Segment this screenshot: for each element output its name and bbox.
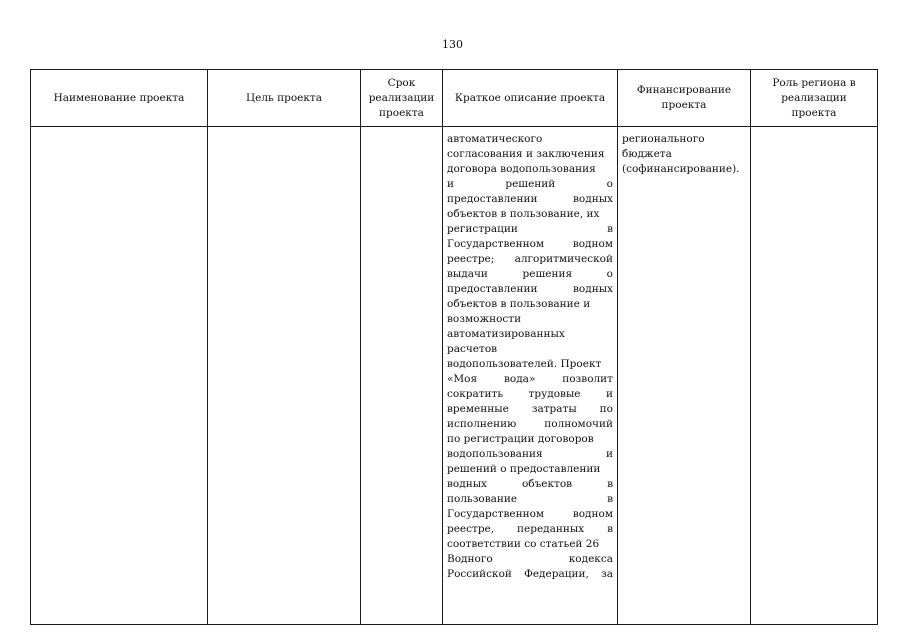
header-label-line: Наименование проекта (53, 91, 185, 104)
header-label-line: Срок (387, 76, 416, 89)
header-label-line: Финансирование (636, 84, 732, 96)
description-word: водных (447, 478, 487, 490)
header-project-description (443, 70, 618, 127)
header-region-role (751, 70, 878, 127)
description-line: объектов в пользование, их (447, 208, 600, 220)
project-table (30, 69, 878, 625)
financing-line: (софинансирование). (622, 163, 740, 175)
description-line (447, 492, 613, 507)
header-project-goal (208, 70, 361, 127)
header-project-financing (618, 70, 751, 127)
description-word: водном (572, 238, 613, 250)
description-word: алгоритмической (514, 253, 613, 265)
description-line (447, 447, 613, 462)
description-line (447, 552, 613, 567)
description-line: автоматического (447, 133, 543, 145)
description-word: объектов (521, 478, 573, 490)
header-label-line: проекта (791, 106, 837, 119)
description-word: Государственном (447, 238, 545, 250)
description-line (447, 222, 613, 237)
description-word: в (607, 523, 613, 535)
header-project-term (361, 70, 443, 127)
description-word: и (605, 388, 613, 400)
description-line (447, 567, 613, 582)
header-project-name (31, 70, 208, 127)
description-line (447, 477, 613, 492)
header-label-line: Роль региона в (772, 76, 856, 89)
cell-project-term (361, 127, 443, 625)
description-word: водном (572, 508, 613, 520)
description-word: кодекса (568, 553, 613, 565)
financing-line: бюджета (622, 148, 672, 160)
header-label-line: проекта (661, 99, 707, 111)
description-word: реестре; (447, 253, 495, 265)
description-word: решения (522, 268, 573, 280)
description-word: Государственном (447, 508, 545, 520)
description-line (447, 252, 613, 267)
header-label-line: Цель проекта (246, 91, 322, 104)
description-line (447, 237, 613, 252)
description-word: в (607, 223, 613, 235)
description-line (447, 522, 613, 537)
cell-project-description (443, 127, 618, 625)
description-word: исполнению (447, 418, 517, 430)
description-word: за (600, 568, 613, 580)
table-row (31, 127, 878, 625)
cell-project-name (31, 127, 208, 625)
description-word: трудовые (528, 388, 581, 400)
description-line (447, 507, 613, 522)
description-line (447, 282, 613, 297)
description-word: регистрации (447, 223, 518, 235)
page-number: 130 (442, 38, 463, 51)
description-word: водных (573, 193, 613, 205)
header-label-line: Краткое описание проекта (454, 91, 606, 104)
description-word: о (606, 178, 613, 190)
description-word: Федерации, (524, 568, 589, 580)
description-line (447, 192, 613, 207)
description-line (447, 402, 613, 417)
description-word: пользование (447, 493, 518, 505)
description-line: расчетов (447, 343, 498, 355)
description-word: и (606, 448, 613, 460)
description-line: решений о предоставлении (447, 463, 601, 475)
description-word: и (447, 178, 454, 190)
description-line: соответствии со статьей 26 (447, 538, 600, 550)
description-word: переданных (517, 523, 585, 535)
cell-region-role (751, 127, 878, 625)
description-line: объектов в пользование и (447, 298, 591, 310)
description-line: водопользователей. Проект (447, 358, 602, 370)
description-word: решений (505, 178, 556, 190)
cell-project-goal (208, 127, 361, 625)
description-word: реестре, (447, 523, 495, 535)
cell-project-financing (618, 127, 751, 625)
description-word: о (606, 268, 613, 280)
description-line (447, 372, 613, 387)
description-line: договора водопользования (447, 163, 596, 175)
financing-line: регионального (622, 133, 705, 145)
header-label-line: проекта (379, 106, 424, 119)
description-word: по (599, 403, 613, 415)
description-word: в (607, 478, 613, 490)
description-line (447, 417, 613, 432)
description-word: временные (447, 403, 509, 415)
description-line: возможности (447, 313, 522, 325)
description-word: Российской (447, 568, 512, 580)
description-line: согласования и заключения (447, 148, 605, 160)
description-word: предоставлении (447, 193, 538, 205)
description-word: полномочий (544, 418, 613, 430)
description-word: позволит (562, 373, 613, 385)
description-word: «Моя (447, 373, 478, 385)
description-line: по регистрации договоров (447, 433, 594, 445)
description-line (447, 387, 613, 402)
description-word: выдачи (447, 268, 488, 280)
description-word: предоставлении (447, 283, 538, 295)
description-word: вода» (503, 373, 536, 385)
description-line: автоматизированных (447, 328, 565, 340)
header-label-line: реализации (781, 91, 847, 104)
description-word: водных (573, 283, 613, 295)
description-word: затраты (531, 403, 577, 415)
description-line (447, 177, 613, 192)
table-header-row (31, 70, 878, 127)
description-line (447, 267, 613, 282)
description-word: Водного (447, 553, 493, 565)
description-word: в (607, 493, 613, 505)
description-word: сократить (447, 388, 504, 400)
description-word: водопользования (447, 448, 543, 460)
header-label-line: реализации (368, 91, 435, 104)
